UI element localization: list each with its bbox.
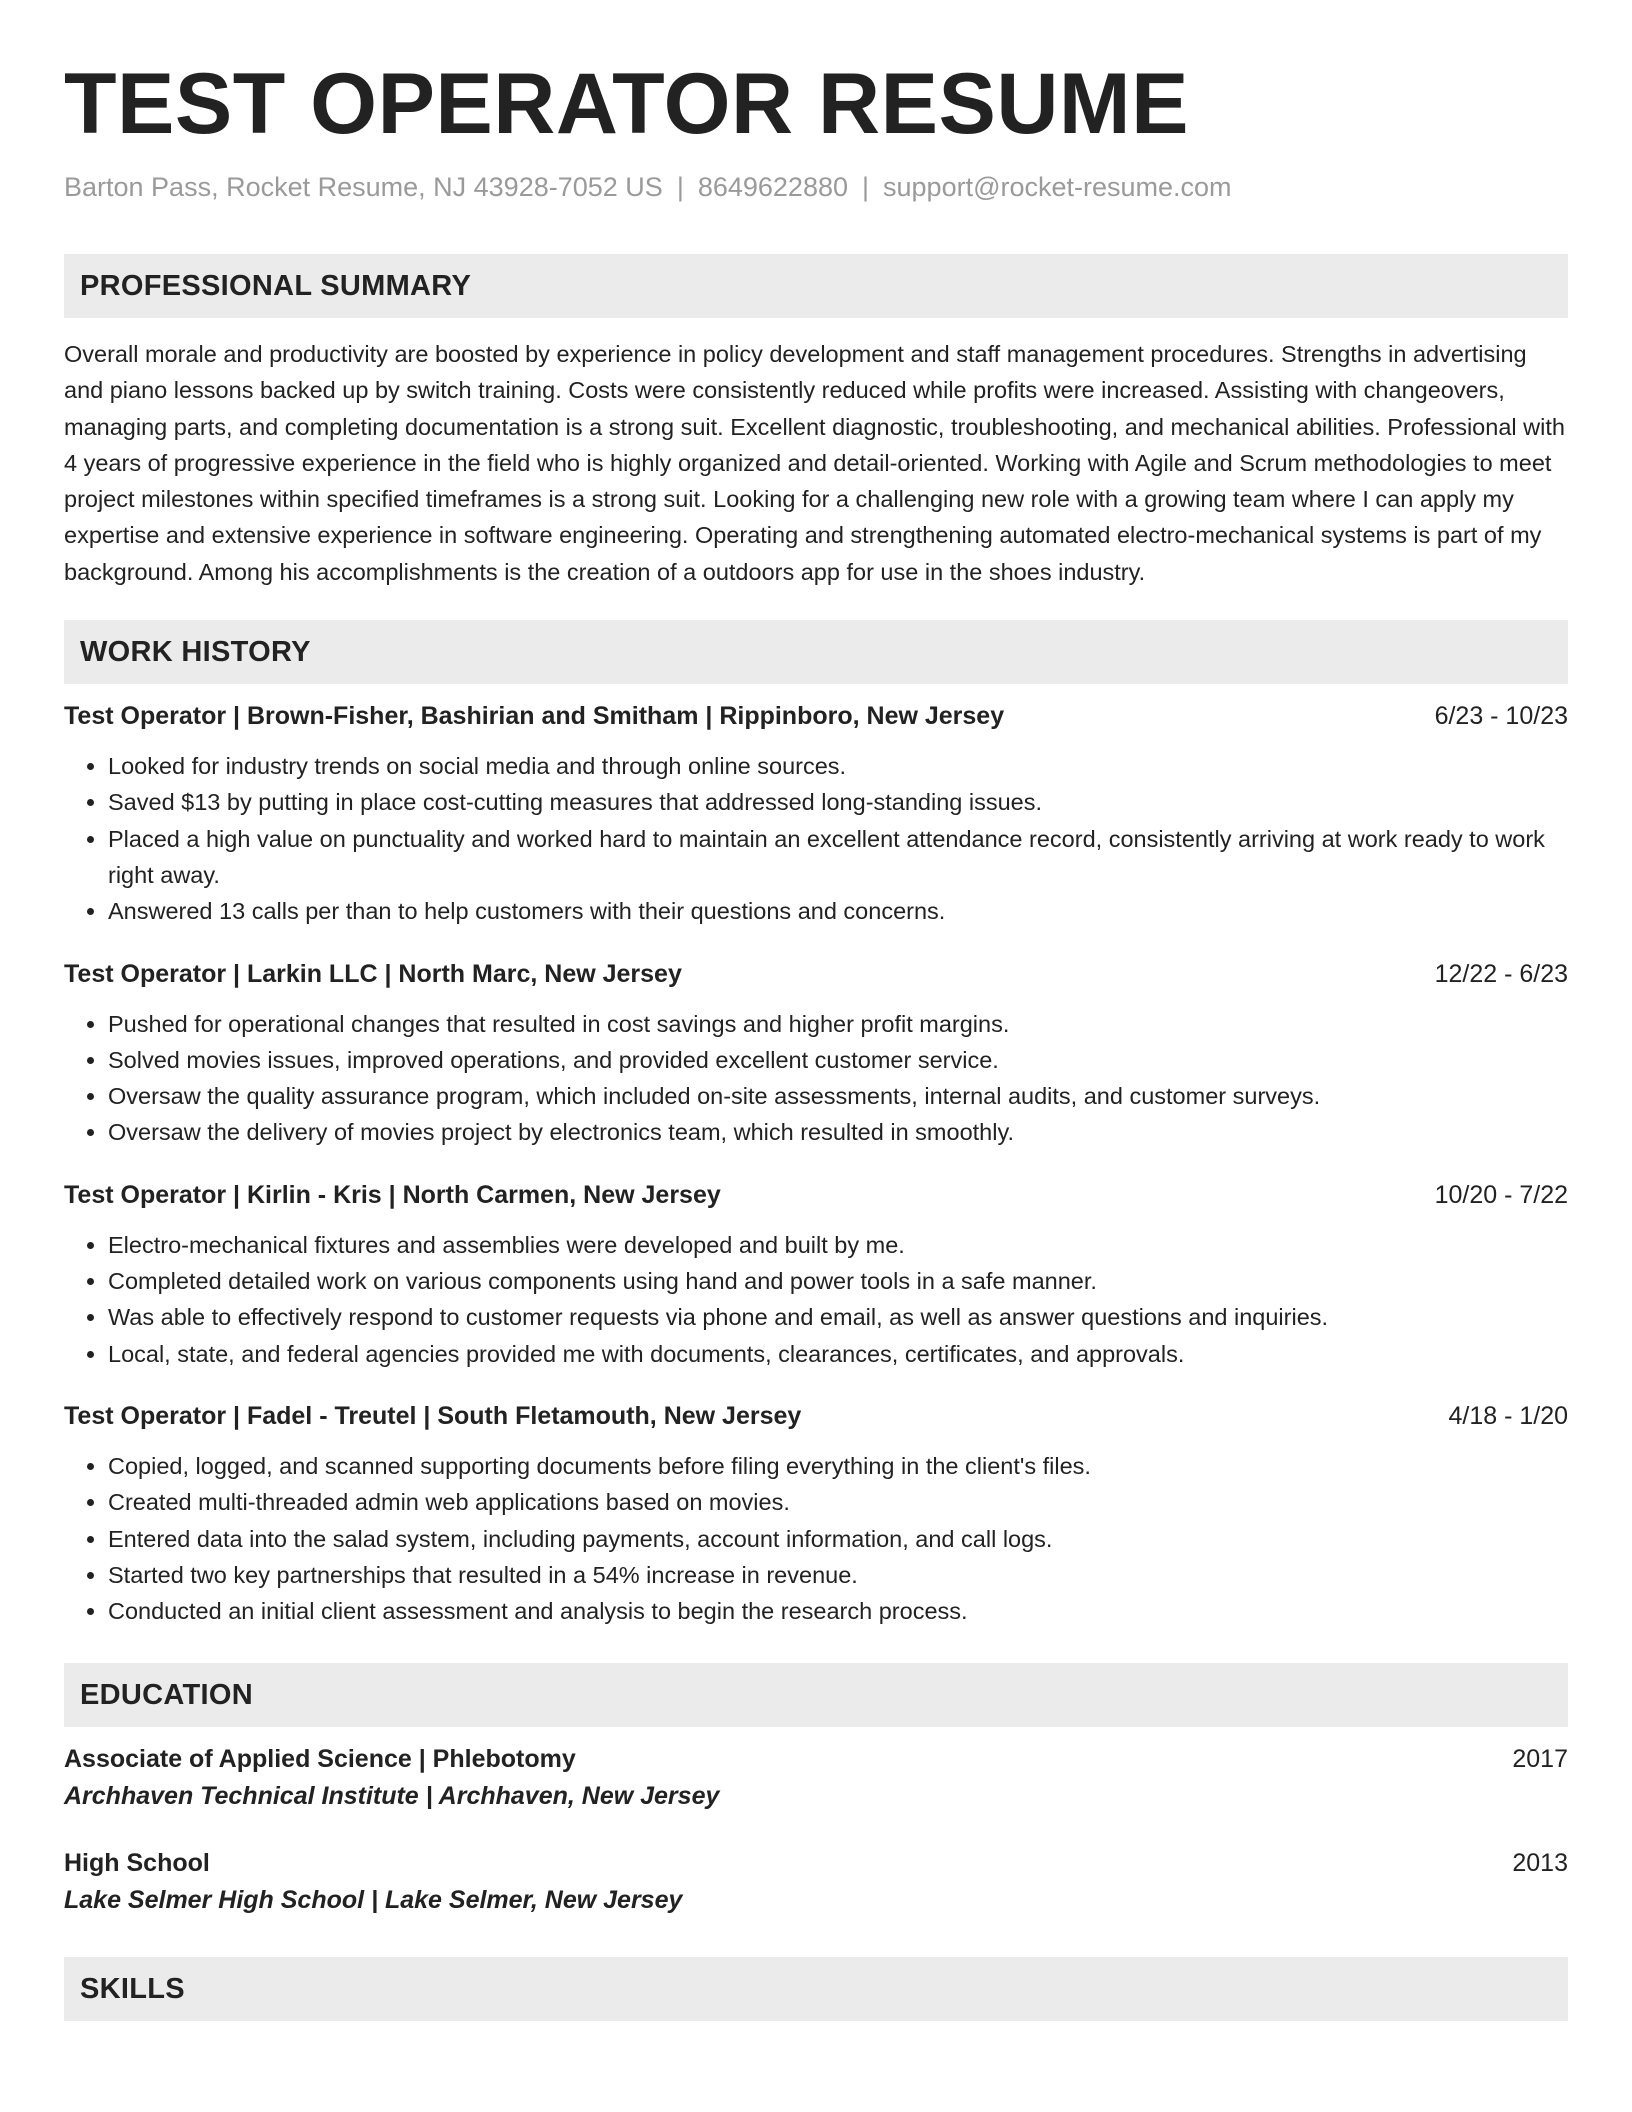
job-bullet: • Answered 13 calls per than to help customers with their questions and concerns. xyxy=(108,893,1568,929)
job-dates: 6/23 - 10/23 xyxy=(1434,702,1568,731)
job-dates: 4/18 - 1/20 xyxy=(1448,1401,1568,1430)
education-entry xyxy=(64,1845,1568,1919)
contact-line xyxy=(64,170,1568,204)
job-dates: 10/20 - 7/22 xyxy=(1434,1180,1568,1209)
job-bullet: • Was able to effectively respond to customer requests via phone and email, as well as answer questions and inquiries. xyxy=(108,1299,1568,1335)
section-header-summary: PROFESSIONAL SUMMARY xyxy=(64,254,1568,318)
job-bullets xyxy=(64,748,1568,929)
job-bullet: • Started two key partnerships that resulted in a 54% increase in revenue. xyxy=(108,1557,1568,1593)
education-year: 2013 xyxy=(1512,1849,1568,1878)
job-bullet: • Oversaw the delivery of movies project by electronics team, which resulted in smoothly. xyxy=(108,1114,1568,1150)
contact-separator: | xyxy=(676,172,684,202)
section-header-education: EDUCATION xyxy=(64,1663,1568,1727)
job-bullet: • Copied, logged, and scanned supporting documents before filing everything in the client's files. xyxy=(108,1448,1568,1484)
contact-address: Barton Pass, Rocket Resume, NJ 43928-7052 US xyxy=(64,172,663,202)
contact-email: support@rocket-resume.com xyxy=(883,172,1232,202)
job-bullet: • Completed detailed work on various components using hand and power tools in a safe manner. xyxy=(108,1263,1568,1299)
job-bullet: • Created multi-threaded admin web applications based on movies. xyxy=(108,1484,1568,1520)
education-school: Archhaven Technical Institute | Archhaven, New Jersey xyxy=(64,1782,720,1811)
job-entry xyxy=(64,1398,1568,1629)
job-title: Test Operator | Larkin LLC | North Marc, New Jersey xyxy=(64,959,682,988)
job-bullet: • Electro-mechanical fixtures and assemblies were developed and built by me. xyxy=(108,1227,1568,1263)
job-entry xyxy=(64,698,1568,929)
job-bullet: • Local, state, and federal agencies provided me with documents, clearances, certificates, and approvals. xyxy=(108,1336,1568,1372)
job-bullet: • Pushed for operational changes that resulted in cost savings and higher profit margins. xyxy=(108,1006,1568,1042)
job-bullet: • Placed a high value on punctuality and worked hard to maintain an excellent attendance record, consistently arriving at work ready to work right away. xyxy=(108,821,1568,894)
education-degree: High School xyxy=(64,1849,210,1878)
job-title: Test Operator | Fadel - Treutel | South Fletamouth, New Jersey xyxy=(64,1401,802,1430)
resume-title: TEST OPERATOR RESUME xyxy=(64,56,1189,152)
summary-text: Overall morale and productivity are boosted by experience in policy development and staff management procedures. Strengths in advertising and piano lessons backed up by switch training. Costs were consistently reduced while profits were increased. Assisting with changeovers, managing parts, and completing documentation is a strong suit. Excellent diagnostic, troubleshooting, and mechanical abilities. Professional with 4 years of progressive experience in the field who is highly organized and detail-oriented. Working with Agile and Scrum methodologies to meet project milestones within specified timeframes is a strong suit. Looking for a challenging new role with a growing team where I can apply my expertise and extensive experience in software engineering. Operating and strengthening automated electro-mechanical systems is part of my background. Among his accomplishments is the creation of a outdoors app for use in the shoes industry. xyxy=(64,341,1565,585)
contact-separator: | xyxy=(862,172,870,202)
education-school: Lake Selmer High School | Lake Selmer, New Jersey xyxy=(64,1886,683,1915)
job-bullets xyxy=(64,1006,1568,1151)
job-bullet: • Conducted an initial client assessment and analysis to begin the research process. xyxy=(108,1593,1568,1629)
job-bullet: • Saved $13 by putting in place cost-cutting measures that addressed long-standing issues. xyxy=(108,784,1568,820)
job-entry xyxy=(64,956,1568,1151)
education-entry xyxy=(64,1741,1568,1815)
job-entry xyxy=(64,1177,1568,1372)
section-header-work-history: WORK HISTORY xyxy=(64,620,1568,684)
education-year: 2017 xyxy=(1512,1745,1568,1774)
job-bullet: • Entered data into the salad system, including payments, account information, and call logs. xyxy=(108,1521,1568,1557)
job-bullet: • Solved movies issues, improved operations, and provided excellent customer service. xyxy=(108,1042,1568,1078)
job-bullets xyxy=(64,1227,1568,1372)
job-bullets xyxy=(64,1448,1568,1629)
job-dates: 12/22 - 6/23 xyxy=(1434,959,1568,988)
job-bullet: • Looked for industry trends on social media and through online sources. xyxy=(108,748,1568,784)
job-title: Test Operator | Brown-Fisher, Bashirian and Smitham | Rippinboro, New Jersey xyxy=(64,702,1005,731)
job-bullet: • Oversaw the quality assurance program, which included on-site assessments, internal audits, and customer surveys. xyxy=(108,1078,1568,1114)
contact-phone: 8649622880 xyxy=(697,172,848,202)
job-title: Test Operator | Kirlin - Kris | North Carmen, New Jersey xyxy=(64,1180,721,1209)
section-header-skills: SKILLS xyxy=(64,1957,1568,2021)
education-degree: Associate of Applied Science | Phlebotomy xyxy=(64,1745,576,1774)
